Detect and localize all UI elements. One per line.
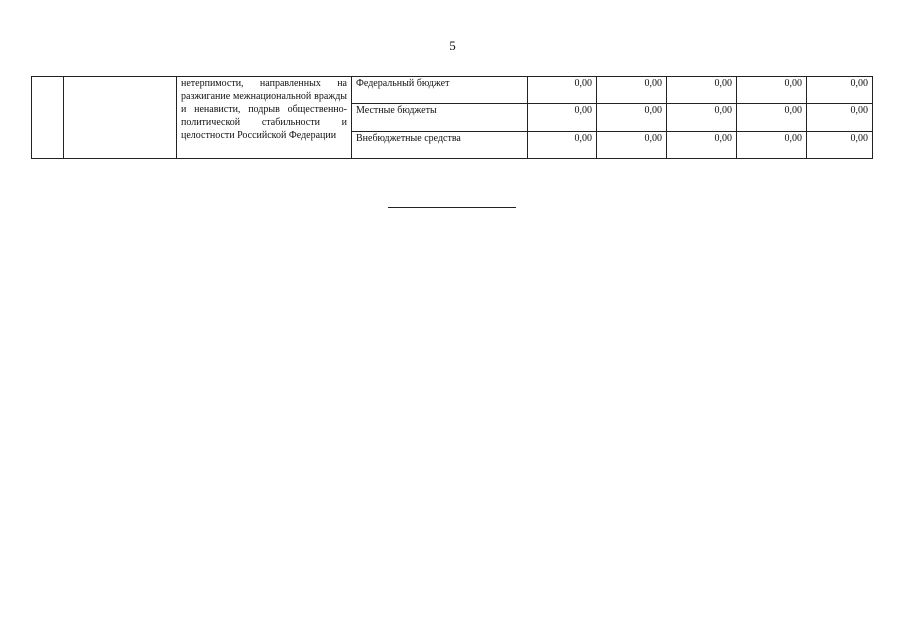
value-cell: 0,00 [737, 104, 807, 131]
value-cell: 0,00 [528, 77, 597, 104]
page-number: 5 [449, 38, 456, 53]
value-cell: 0,00 [737, 131, 807, 158]
funding-source-cell: Федеральный бюджет [352, 77, 528, 104]
program-cell [64, 77, 177, 159]
budget-table [31, 76, 873, 159]
value-cell: 0,00 [597, 77, 667, 104]
value-cell: 0,00 [667, 77, 737, 104]
value-cell: 0,00 [807, 131, 873, 158]
value-cell: 0,00 [737, 77, 807, 104]
description-cell: нетерпимости, направленных на разжигание межнациональной вражды и ненависти, подрыв общественно-политической стабильности и целостности Российской Федерации [177, 77, 352, 159]
value-cell: 0,00 [807, 104, 873, 131]
table-row [32, 77, 873, 104]
value-cell: 0,00 [667, 104, 737, 131]
number-cell [32, 77, 64, 159]
value-cell: 0,00 [807, 77, 873, 104]
funding-source-cell: Местные бюджеты [352, 104, 528, 131]
value-cell: 0,00 [528, 104, 597, 131]
value-cell: 0,00 [597, 104, 667, 131]
end-divider [388, 207, 516, 208]
value-cell: 0,00 [667, 131, 737, 158]
funding-source-cell: Внебюджетные средства [352, 131, 528, 158]
value-cell: 0,00 [528, 131, 597, 158]
value-cell: 0,00 [597, 131, 667, 158]
